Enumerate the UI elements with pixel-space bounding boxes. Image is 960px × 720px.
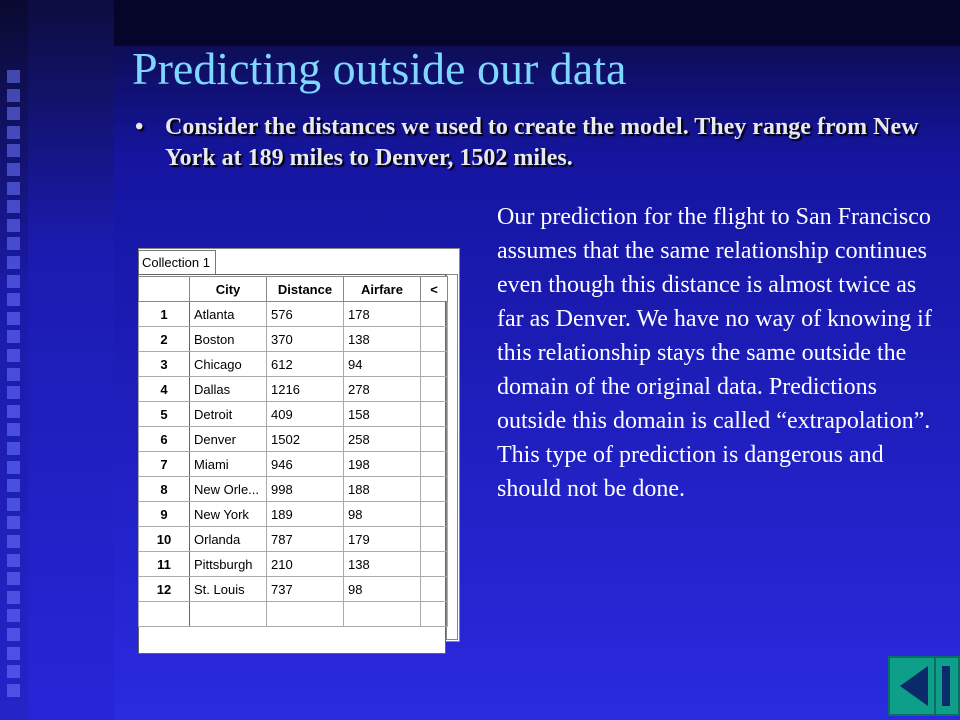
bullet-point	[135, 112, 935, 174]
table-row[interactable]	[139, 502, 448, 527]
cell-airfare[interactable]: 198	[344, 452, 421, 477]
cell-distance[interactable]: 189	[267, 502, 344, 527]
cell-city[interactable]: Dallas	[190, 377, 267, 402]
collection-tab[interactable]: Collection 1	[138, 250, 216, 274]
row-index-header	[139, 277, 190, 302]
empty-cell[interactable]	[267, 602, 344, 627]
cell-airfare[interactable]: 188	[344, 477, 421, 502]
table-row[interactable]	[139, 302, 448, 327]
column-header-city[interactable]: City	[190, 277, 267, 302]
decorative-square	[7, 200, 20, 213]
previous-icon	[890, 658, 936, 714]
table-row[interactable]	[139, 577, 448, 602]
decorative-square	[7, 107, 20, 120]
row-index[interactable]: 4	[139, 377, 190, 402]
cell-airfare[interactable]: 138	[344, 327, 421, 352]
cell-city[interactable]: Chicago	[190, 352, 267, 377]
row-index[interactable]: 9	[139, 502, 190, 527]
collection-table	[138, 276, 448, 627]
decorative-square	[7, 572, 20, 585]
table-row[interactable]	[139, 527, 448, 552]
cell-city[interactable]: New Orle...	[190, 477, 267, 502]
decorative-square	[7, 293, 20, 306]
cell-distance[interactable]: 1216	[267, 377, 344, 402]
cell-distance[interactable]: 612	[267, 352, 344, 377]
cell-airfare[interactable]: 178	[344, 302, 421, 327]
table-row[interactable]	[139, 552, 448, 577]
slide-title: Predicting outside our data	[132, 43, 627, 94]
decorative-square	[7, 405, 20, 418]
row-index[interactable]: 12	[139, 577, 190, 602]
cell-empty[interactable]	[421, 477, 448, 502]
cell-empty[interactable]	[421, 427, 448, 452]
decorative-square	[7, 368, 20, 381]
cell-airfare[interactable]: 138	[344, 552, 421, 577]
cell-distance[interactable]: 737	[267, 577, 344, 602]
table-header-row	[139, 277, 448, 302]
bullet-text: Consider the distances we used to create the model. They range from New York at 189 miles to Denver, 1502 miles.	[165, 114, 919, 171]
row-index[interactable]: 10	[139, 527, 190, 552]
decorative-square	[7, 312, 20, 325]
previous-slide-button[interactable]	[888, 656, 938, 716]
decorative-square	[7, 330, 20, 343]
cell-distance[interactable]: 946	[267, 452, 344, 477]
decorative-square	[7, 554, 20, 567]
decorative-square	[7, 349, 20, 362]
cell-distance[interactable]: 370	[267, 327, 344, 352]
row-index[interactable]: 1	[139, 302, 190, 327]
cell-empty[interactable]	[421, 502, 448, 527]
table-row[interactable]	[139, 477, 448, 502]
decorative-square	[7, 684, 20, 697]
row-index[interactable]: 8	[139, 477, 190, 502]
cell-city[interactable]: New York	[190, 502, 267, 527]
table-row[interactable]	[139, 427, 448, 452]
cell-airfare[interactable]: 179	[344, 527, 421, 552]
decorative-square	[7, 442, 20, 455]
cell-airfare[interactable]: 98	[344, 502, 421, 527]
empty-cell[interactable]	[344, 602, 421, 627]
cell-airfare[interactable]: 158	[344, 402, 421, 427]
row-index[interactable]: 11	[139, 552, 190, 577]
cell-distance[interactable]: 409	[267, 402, 344, 427]
decorative-square	[7, 70, 20, 83]
cell-empty[interactable]	[421, 552, 448, 577]
decorative-square	[7, 144, 20, 157]
column-header-distance[interactable]: Distance	[267, 277, 344, 302]
cell-distance[interactable]: 998	[267, 477, 344, 502]
cell-empty[interactable]	[421, 577, 448, 602]
column-header-more[interactable]: <	[421, 277, 448, 302]
table-row[interactable]	[139, 402, 448, 427]
column-header-airfare[interactable]: Airfare	[344, 277, 421, 302]
cell-distance[interactable]: 576	[267, 302, 344, 327]
decorative-square	[7, 609, 20, 622]
decorative-square	[7, 423, 20, 436]
cell-airfare[interactable]: 98	[344, 577, 421, 602]
decorative-square	[7, 461, 20, 474]
cell-empty[interactable]	[421, 527, 448, 552]
row-index[interactable]: 7	[139, 452, 190, 477]
decorative-square	[7, 163, 20, 176]
table-row[interactable]	[139, 352, 448, 377]
cell-distance[interactable]: 787	[267, 527, 344, 552]
decorative-square	[7, 498, 20, 511]
decorative-square	[7, 516, 20, 529]
cell-empty[interactable]	[421, 452, 448, 477]
cell-city[interactable]: Detroit	[190, 402, 267, 427]
top-bar	[114, 0, 960, 46]
left-decorative-strip	[0, 0, 28, 720]
bullet-icon: •	[135, 114, 144, 140]
decorative-square	[7, 256, 20, 269]
decorative-square	[7, 535, 20, 548]
cell-empty[interactable]	[421, 377, 448, 402]
empty-cell[interactable]	[190, 602, 267, 627]
decorative-square	[7, 479, 20, 492]
cell-city[interactable]: Atlanta	[190, 302, 267, 327]
decorative-square	[7, 182, 20, 195]
cell-empty[interactable]	[421, 302, 448, 327]
left-band	[28, 0, 114, 720]
empty-cell[interactable]	[139, 602, 190, 627]
decorative-square	[7, 219, 20, 232]
decorative-square	[7, 628, 20, 641]
decorative-square	[7, 237, 20, 250]
cell-distance[interactable]: 1502	[267, 427, 344, 452]
cell-city[interactable]: Miami	[190, 452, 267, 477]
cell-empty[interactable]	[421, 402, 448, 427]
decorative-square	[7, 89, 20, 102]
table-row[interactable]	[139, 452, 448, 477]
decorative-square	[7, 591, 20, 604]
cell-empty[interactable]	[421, 352, 448, 377]
table-row-empty[interactable]	[139, 602, 448, 627]
cell-city[interactable]: Denver	[190, 427, 267, 452]
cell-distance[interactable]: 210	[267, 552, 344, 577]
row-index[interactable]: 2	[139, 327, 190, 352]
table-row[interactable]	[139, 327, 448, 352]
decorative-square	[7, 647, 20, 660]
cell-city[interactable]: St. Louis	[190, 577, 267, 602]
cell-empty[interactable]	[421, 327, 448, 352]
cell-city[interactable]: Pittsburgh	[190, 552, 267, 577]
cell-airfare[interactable]: 94	[344, 352, 421, 377]
end-show-button[interactable]	[934, 656, 960, 716]
cell-airfare[interactable]: 258	[344, 427, 421, 452]
table-row[interactable]	[139, 377, 448, 402]
decorative-square	[7, 386, 20, 399]
cell-airfare[interactable]: 278	[344, 377, 421, 402]
row-index[interactable]: 6	[139, 427, 190, 452]
end-icon	[936, 658, 958, 714]
row-index[interactable]: 3	[139, 352, 190, 377]
decorative-square	[7, 126, 20, 139]
body-paragraph: Our prediction for the flight to San Francisco assumes that the same relationship continues even though this distance is almost twice as far as Denver. We have no way of knowing if this relationship stays the same outside the domain of the original data. Predictions outside this domain is called “extrapolation”. This type of prediction is dangerous and should not be done.	[497, 204, 932, 502]
empty-cell[interactable]	[421, 602, 448, 627]
row-index[interactable]: 5	[139, 402, 190, 427]
decorative-square	[7, 275, 20, 288]
cell-city[interactable]: Orlanda	[190, 527, 267, 552]
decorative-square	[7, 665, 20, 678]
cell-city[interactable]: Boston	[190, 327, 267, 352]
